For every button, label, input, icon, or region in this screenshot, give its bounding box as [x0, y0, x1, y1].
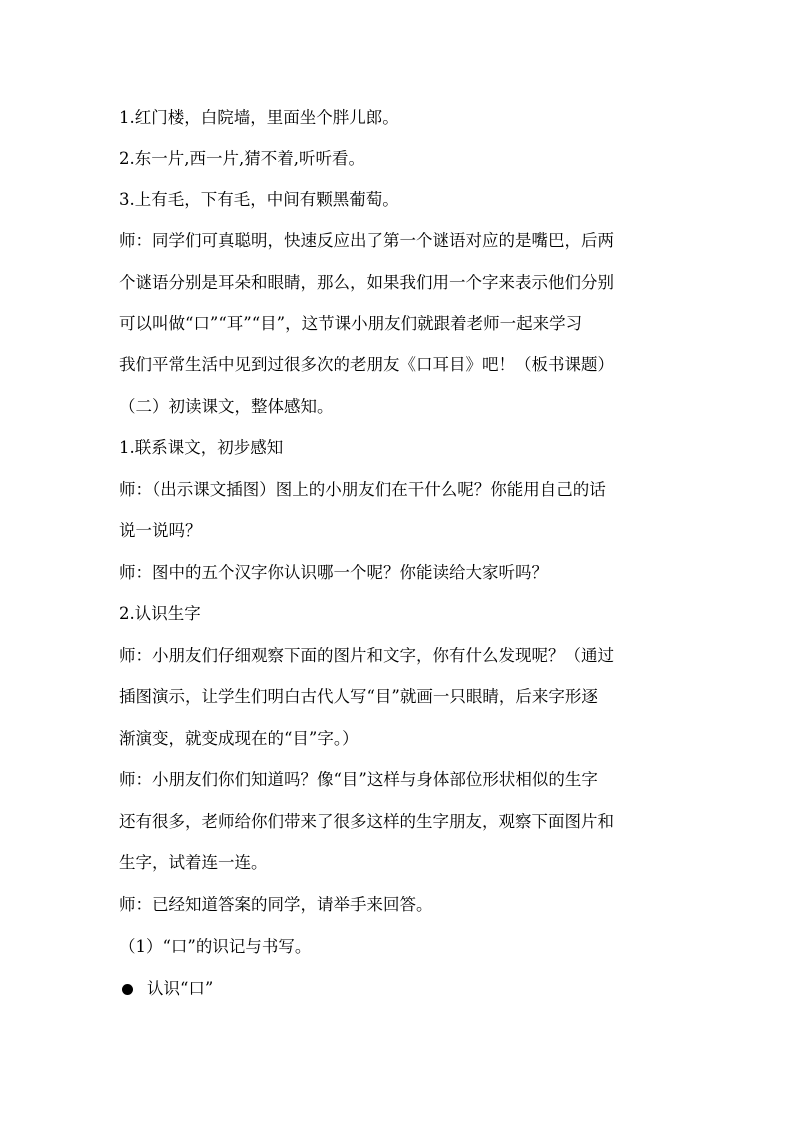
teacher-line-7: 师：图中的五个汉字你认识哪一个呢？你能读给大家听吗？ [119, 563, 548, 582]
teacher-line-1: 师：同学们可真聪明，快速反应出了第一个谜语对应的是嘴巴，后两 [119, 231, 614, 250]
teacher-line-5: 师：（出示课文插图）图上的小朋友们在干什么呢？你能用自己的话 [119, 480, 606, 499]
teacher-line-2: 个谜语分别是耳朵和眼睛，那么，如果我们用一个字来表示他们分别 [119, 273, 614, 292]
subheading-2: 2.认识生字 [119, 604, 201, 623]
riddle-1: 1.红门楼，白院墙，里面坐个胖儿郎。 [119, 108, 399, 127]
teacher-line-6: 说一说吗？ [119, 521, 202, 540]
teacher-line-12: 还有很多，老师给你们带来了很多这样的生字朋友，观察下面图片和 [119, 812, 614, 831]
bullet-item: 认识“口” [147, 979, 214, 998]
teacher-line-8: 师：小朋友们仔细观察下面的图片和文字，你有什么发现呢？（通过 [119, 646, 614, 665]
subheading-1: 1.联系课文，初步感知 [119, 438, 284, 457]
teacher-line-13: 生字，试着连一连。 [119, 853, 268, 872]
teacher-line-3: 可以叫做“口”“耳”“目”，这节课小朋友们就跟着老师一起来学习 [119, 314, 583, 333]
riddle-2: 2.东一片,西一片,猜不着,听听看。 [119, 149, 365, 168]
section-heading: （二）初读课文，整体感知。 [119, 397, 334, 416]
teacher-line-10: 渐演变，就变成现在的“目”字。） [119, 729, 359, 748]
teacher-line-14: 师：已经知道答案的同学，请举手来回答。 [119, 895, 433, 914]
item-heading: （1）“口”的识记与书写。 [119, 937, 312, 956]
riddle-3: 3.上有毛，下有毛，中间有颗黑葡萄。 [119, 190, 399, 209]
teacher-line-9: 插图演示，让学生们明白古代人写“目”就画一只眼睛，后来字形逐 [119, 687, 598, 706]
teacher-line-4: 我们平常生活中见到过很多次的老朋友《口耳目》吧！（板书课题） [119, 355, 614, 374]
teacher-line-11: 师：小朋友们你们知道吗？像“目”这样与身体部位形状相似的生字 [119, 770, 598, 789]
bullet-dot-icon [122, 984, 133, 995]
